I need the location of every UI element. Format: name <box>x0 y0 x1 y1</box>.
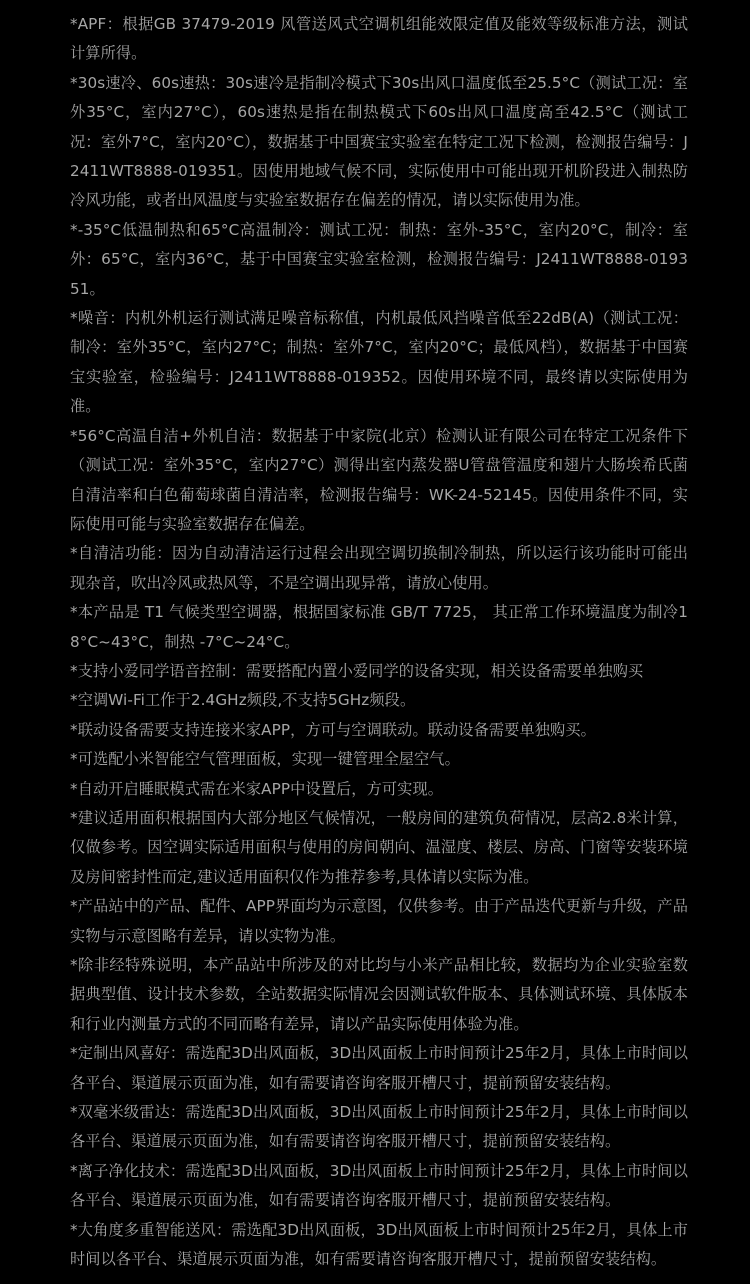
footnote-fast-cool-heat: *30s速冷、60s速热：30s速冷是指制冷模式下30s出风口温度低至25.5°C（测试工况：室外35°C，室内27°C），60s速热是指在制热模式下60s出风口温度高至42.5°C（测试工况：室外7°C，室内20°C），数据基于中国赛宝实验室在特定工况下检测，检测报告编号：J2411WT8888-019351。因使用地域气候不同，实际使用中可能出现开机阶段进入制热防冷风功能，或者出风温度与实验室数据存在偏差的情况，请以实际使用为准。 <box>70 73 688 210</box>
footnote-applicable-area: *建议适用面积根据国内大部分地区气候情况，一般房间的建筑负荷情况，层高2.8米计算，仅做参考。因空调实际适用面积与使用的房间朝向、温湿度、楼层、房高、门窗等安装环境及房间密封性而定,建议适用面积仅作为推荐参考,具体请以实际为准。 <box>70 808 688 886</box>
footnote-wifi: *空调Wi-Fi工作于2.4GHz频段,不支持5GHz频段。 <box>70 691 416 710</box>
footnote-self-clean-function: *自清洁功能：因为自动清洁运行过程会出现空调切换制冷制热，所以运行该功能时可能出现杂音，吹出冷风或热风等，不是空调出现异常，请放心使用。 <box>70 544 688 592</box>
footnote-wide-angle-airflow: *大角度多重智能送风：需选配3D出风面板，3D出风面板上市时间预计25年2月，具体上市时间以各平台、渠道展示页面为准，如有需要请咨询客服开槽尺寸，提前预留安装结构。 <box>70 1220 688 1269</box>
footnote-air-panel: *可选配小米智能空气管理面板，实现一键管理全屋空气。 <box>70 750 460 769</box>
footnote-extreme-temperature: *-35°C低温制热和65°C高温制冷：测试工况：制热：室外-35°C，室内20°C，制冷：室外：65°C，室内36°C，基于中国赛宝实验室检测，检测报告编号：J2411WT8888-019351。 <box>70 220 688 298</box>
footnote-noise: *噪音：内机外机运行测试满足噪音标称值，内机最低风挡噪音低至22dB(A)（测试工况：制冷：室外35°C，室内27°C；制热：室外7°C，室内20°C；最低风档），数据基于中国赛宝实验室，检验编号：J2411WT8888-019352。因使用环境不同，最终请以实际使用为准。 <box>70 309 688 416</box>
footnote-mmwave-radar: *双毫米级雷达：需选配3D出风面板，3D出风面板上市时间预计25年2月，具体上市时间以各平台、渠道展示页面为准，如有需要请咨询客服开槽尺寸，提前预留安装结构。 <box>70 1103 688 1151</box>
footnote-illustrations: *产品站中的产品、配件、APP界面均为示意图，仅供参考。由于产品迭代更新与升级，产品实物与示意图略有差异，请以实物为准。 <box>70 897 688 945</box>
footnote-custom-airflow: *定制出风喜好：需选配3D出风面板，3D出风面板上市时间预计25年2月，具体上市时间以各平台、渠道展示页面为准，如有需要请咨询客服开槽尺寸，提前预留安装结构。 <box>70 1044 688 1092</box>
footnote-ion-purification: *离子净化技术：需选配3D出风面板，3D出风面板上市时间预计25年2月，具体上市时间以各平台、渠道展示页面为准，如有需要请咨询客服开槽尺寸，提前预留安装结构。 <box>70 1161 688 1210</box>
footnote-voice-control: *支持小爱同学语音控制：需要搭配内置小爱同学的设备实现，相关设备需要单独购买 <box>70 661 644 680</box>
footnote-comparisons: *除非经特殊说明，本产品站中所涉及的对比均与小米产品相比较，数据均为企业实验室数据典型值、设计技术参数，全站数据实际情况会因测试软件版本、具体测试环境、具体版本和行业内测量方式的不同而略有差异，请以产品实际使用体验为准。 <box>70 956 688 1033</box>
footnote-list <box>70 10 688 1274</box>
footnote-linked-devices: *联动设备需要支持连接米家APP，方可与空调联动。联动设备需要单独购买。 <box>70 720 596 739</box>
footnote-climate-type: *本产品是 T1 气候类型空调器，根据国家标准 GB/T 7725， 其正常工作环境温度为制冷18°C~43°C，制热 -7°C~24°C。 <box>70 603 688 651</box>
footnote-high-temp-self-clean: *56°C高温自洁+外机自洁：数据基于中家院(北京）检测认证有限公司在特定工况条件下（测试工况：室外35°C，室内27°C）测得出室内蒸发器U管盘管温度和翅片大肠埃希氏菌自清洁率和白色葡萄球菌自清洁率，检测报告编号：WK-24-52145。因使用条件不同，实际使用可能与实验室数据存在偏差。 <box>70 426 688 533</box>
footnote-sleep-mode: *自动开启睡眠模式需在米家APP中设置后，方可实现。 <box>70 779 444 798</box>
footnote-apf: *APF：根据GB 37479-2019 风管送风式空调机组能效限定值及能效等级标准方法，测试计算所得。 <box>70 15 688 63</box>
